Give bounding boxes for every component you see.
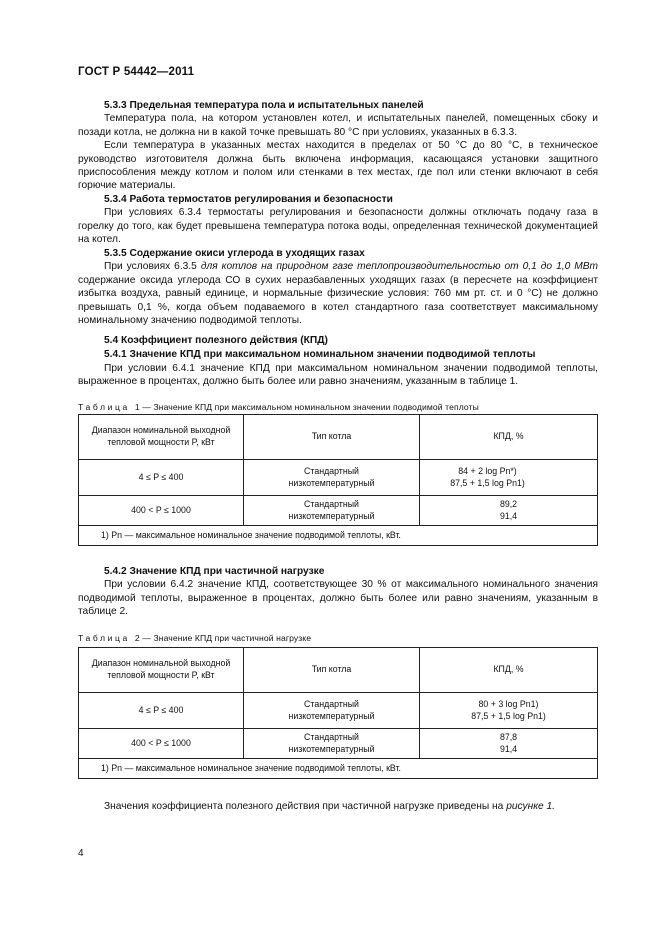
efficiency-line: 89,2	[499, 498, 518, 509]
efficiency-cell	[420, 460, 598, 496]
table-footnote: 1) Pn — максимальное номинальное значение подводимой теплоты, кВт.	[79, 759, 598, 779]
type-cell	[244, 693, 420, 729]
section-title: 5.3.5 Содержание окиси углерода в уходящих газах	[104, 248, 365, 259]
table-header-row	[79, 415, 598, 460]
header-cell: Тип котла	[244, 648, 420, 693]
section-5-3-5	[78, 247, 598, 327]
paragraph: При условии 6.4.1 значение КПД при максимальном номинальном значении подводимой теплоты, выраженное в процентах, должно быть более или равно значениям, указанным в таблице 1.	[78, 362, 598, 388]
paragraph: Температура пола, на котором установлен котел, и испытательных панелей, помещенных сбоку и позади котла, не должна ни в какой точке превышать 80 °С при условиях, указанных в 6.3.3.	[78, 113, 598, 138]
text-run: содержание оксида углерода СО в сухих неразбавленных уходящих газах (в пересчете на коэффициент избытка воздуха, равный единице, и нормальные физические условия: 760 мм рт. ст. и 0 °С) не должно превышать 0,1 %, когда объем подаваемого в котел стандартного газа соответствует максимальному номинальному значению подводимой теплоты.	[78, 274, 598, 327]
section-5-3-4	[78, 193, 598, 247]
table-footnote: 1) Pn — максимальное номинальное значение подводимой теплоты, кВт.	[79, 526, 598, 546]
range-cell: 400 < P ≤ 1000	[79, 729, 244, 759]
table-header-row	[79, 648, 598, 693]
figure-reference: рисунке 1.	[506, 801, 556, 812]
table-caption	[78, 402, 479, 412]
text-run: При условиях 6.3.5	[104, 261, 201, 273]
type-line: Стандартный	[304, 731, 359, 742]
efficiency-cell	[420, 496, 598, 526]
table-label: Таблица	[78, 633, 130, 643]
text-run: Значения коэффициента полезного действия при частичной нагрузке приведены на	[104, 801, 507, 812]
table-row	[79, 460, 598, 496]
section-title: 5.3.4 Работа термостатов регулирования и безопасности	[104, 194, 393, 205]
section-5-3-3	[78, 99, 598, 193]
table-caption	[78, 633, 311, 643]
type-cell	[244, 460, 420, 496]
paragraph: При условии 6.4.2 значение КПД, соответствующее 30 % от максимального номинального значения подводимой теплоты, выраженное в процентах, должно быть более или равно значениям, указанным в таблице 2.	[78, 579, 598, 618]
range-cell: 4 ≤ P ≤ 400	[79, 693, 244, 729]
table-row	[79, 693, 598, 729]
section-title: 5.3.3 Предельная температура пола и испытательных панелей	[104, 100, 424, 111]
caption-text: 1 — Значение КПД при максимальном номинальном значении подводимой теплоты	[134, 402, 479, 412]
type-line: низкотемпературный	[288, 710, 375, 721]
section-5-4-2	[78, 565, 598, 619]
type-line: низкотемпературный	[288, 510, 375, 521]
paragraph	[78, 800, 598, 813]
header-cell: КПД, %	[420, 415, 598, 460]
table-row	[79, 729, 598, 759]
closing-paragraph	[78, 800, 598, 813]
paragraph	[78, 260, 598, 327]
efficiency-line: 91,4	[499, 743, 518, 754]
range-cell: 4 ≤ P ≤ 400	[79, 460, 244, 496]
efficiency-line: 87,5 + 1,5 log Pn1)	[450, 477, 525, 488]
efficiency-cell	[420, 693, 598, 729]
type-cell	[244, 496, 420, 526]
table-row	[79, 496, 598, 526]
efficiency-cell	[420, 729, 598, 759]
efficiency-line: 84 + 2 log Pn*)	[458, 465, 517, 476]
range-cell: 400 < P ≤ 1000	[79, 496, 244, 526]
header-cell: Диапазон номинальной выходной тепловой мощности P, кВт	[79, 415, 244, 460]
efficiency-line: 87,8	[499, 731, 518, 742]
header-cell: Тип котла	[244, 415, 420, 460]
header-cell: КПД, %	[420, 648, 598, 693]
italic-text: для котлов на природном газе теплопроизводительностью от 0,1 до 1,0 МВт	[200, 261, 598, 273]
section-title: 5.4.2 Значение КПД при частичной нагрузке	[104, 566, 325, 577]
efficiency-line: 80 + 3 log Pn1)	[478, 698, 539, 709]
document-header: ГОСТ Р 54442—2011	[78, 66, 195, 78]
table-note-row	[79, 526, 598, 546]
table-label: Таблица	[78, 402, 130, 412]
type-line: низкотемпературный	[288, 477, 375, 488]
type-line: Стандартный	[304, 698, 359, 709]
type-line: низкотемпературный	[288, 743, 375, 754]
efficiency-table-1	[78, 414, 598, 546]
section-5-4	[78, 334, 598, 389]
efficiency-line: 87,5 + 1,5 log Pn1)	[471, 710, 546, 721]
page-number: 4	[78, 848, 84, 859]
type-cell	[244, 729, 420, 759]
type-line: Стандартный	[304, 465, 359, 476]
section-title: 5.4.1 Значение КПД при максимальном номинальном значении подводимой теплоты	[104, 349, 536, 361]
paragraph: Если температура в указанных местах находится в пределах от 50 °С до 80 °С, в техническое руководство изготовителя должна быть включена информация, касающаяся установки защитного приспособления между котлом и полом или стенками в тех местах, где пол или стенки включают в себя горючие материалы.	[78, 140, 598, 192]
table-note-row	[79, 759, 598, 779]
paragraph: При условиях 6.3.4 термостаты регулирования и безопасности должны отключать подачу газа в горелку до того, как будет превышена температура потока воды, определенная технической документацией на котел.	[78, 207, 598, 246]
type-line: Стандартный	[304, 498, 359, 509]
header-cell: Диапазон номинальной выходной тепловой мощности P, кВт	[79, 648, 244, 693]
section-title: 5.4 Коэффициент полезного действия (КПД)	[104, 335, 328, 346]
caption-text: 2 — Значение КПД при частичной нагрузке	[134, 633, 312, 643]
efficiency-table-2	[78, 647, 598, 779]
efficiency-line: 91,4	[499, 510, 518, 521]
